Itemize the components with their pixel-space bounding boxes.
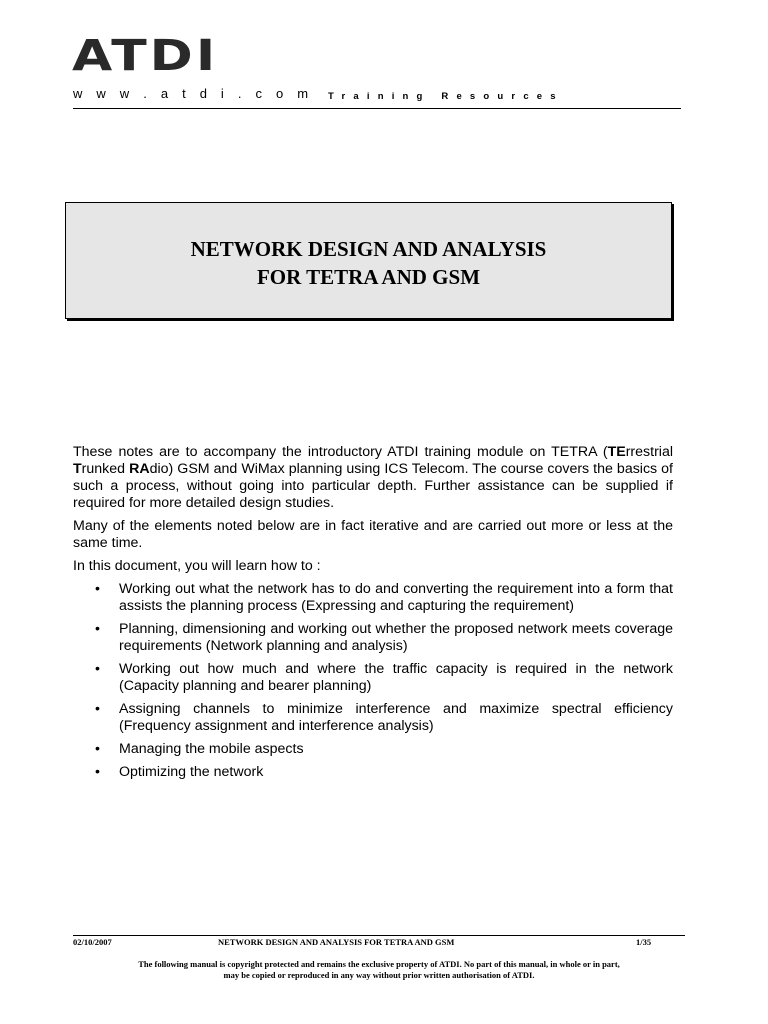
learning-bullet-list (73, 581, 673, 781)
bullet-icon: • (95, 701, 100, 717)
intro-text-end: dio) GSM and WiMax planning using ICS Telecom. The course covers the basics of such a process, without going into particular depth. Further assistance can be supplied if required for more detailed design studies. (73, 461, 674, 511)
copyright-line-2: may be copied or reproduced in any way without prior written authorisation of ATDI. (223, 970, 535, 980)
intro-text-start: These notes are to accompany the introductory ATDI training module on TETRA ( (73, 444, 608, 460)
list-item (73, 581, 673, 615)
list-item-text: Working out how much and where the traffic capacity is required in the network (Capacity planning and bearer planning) (119, 661, 673, 694)
list-item (73, 701, 673, 735)
header-divider (73, 108, 681, 109)
footer-divider (73, 935, 685, 936)
learn-paragraph: In this document, you will learn how to : (73, 558, 321, 574)
document-body (73, 444, 673, 787)
list-item (73, 764, 673, 781)
list-item-text: Assigning channels to minimize interference and maximize spectral efficiency (Frequency assignment and interference analysis) (119, 701, 673, 734)
bullet-icon: • (95, 741, 100, 757)
page-number: 1/35 (636, 937, 652, 947)
list-item-text: Managing the mobile aspects (119, 741, 304, 757)
footer-date: 02/10/2007 (73, 937, 112, 947)
bullet-icon: • (95, 581, 100, 597)
list-item (73, 621, 673, 655)
acronym-te: TE (607, 444, 626, 460)
bullet-icon: • (95, 764, 100, 780)
list-item (73, 741, 673, 758)
iterative-paragraph: Many of the elements noted below are in fact iterative and are carried out more or less at the same time. (73, 518, 673, 551)
bullet-icon: • (95, 621, 100, 637)
list-item-text: Planning, dimensioning and working out whether the proposed network meets coverage requirements (Network planning and analysis) (119, 621, 673, 654)
header-tagline: Training Resources (328, 91, 564, 102)
acronym-ra: RA (129, 461, 150, 477)
list-item-text: Working out what the network has to do and converting the requirement into a form that assists the planning process (Expressing and capturing the requirement) (119, 581, 673, 614)
document-title-line-1: NETWORK DESIGN AND ANALYSIS (190, 237, 547, 261)
acronym-te-rest: rrestrial (625, 444, 673, 460)
list-item-text: Optimizing the network (119, 764, 264, 780)
acronym-t: T (73, 461, 82, 477)
acronym-t-rest: runked (81, 461, 130, 477)
website-url[interactable]: w w w . a t d i . c o m (73, 86, 314, 101)
copyright-line-1: The following manual is copyright protected and remains the exclusive property of ATDI. No part of this manual, in whole or in part, (138, 959, 620, 969)
atdi-logo: ATDI (72, 31, 219, 81)
footer-title: NETWORK DESIGN AND ANALYSIS FOR TETRA AND GSM (218, 937, 455, 947)
list-item (73, 661, 673, 695)
title-box (65, 202, 672, 319)
copyright-notice (73, 959, 685, 981)
document-title-line-2: FOR TETRA AND GSM (256, 265, 481, 289)
intro-paragraph (73, 444, 673, 512)
bullet-icon: • (95, 661, 100, 677)
